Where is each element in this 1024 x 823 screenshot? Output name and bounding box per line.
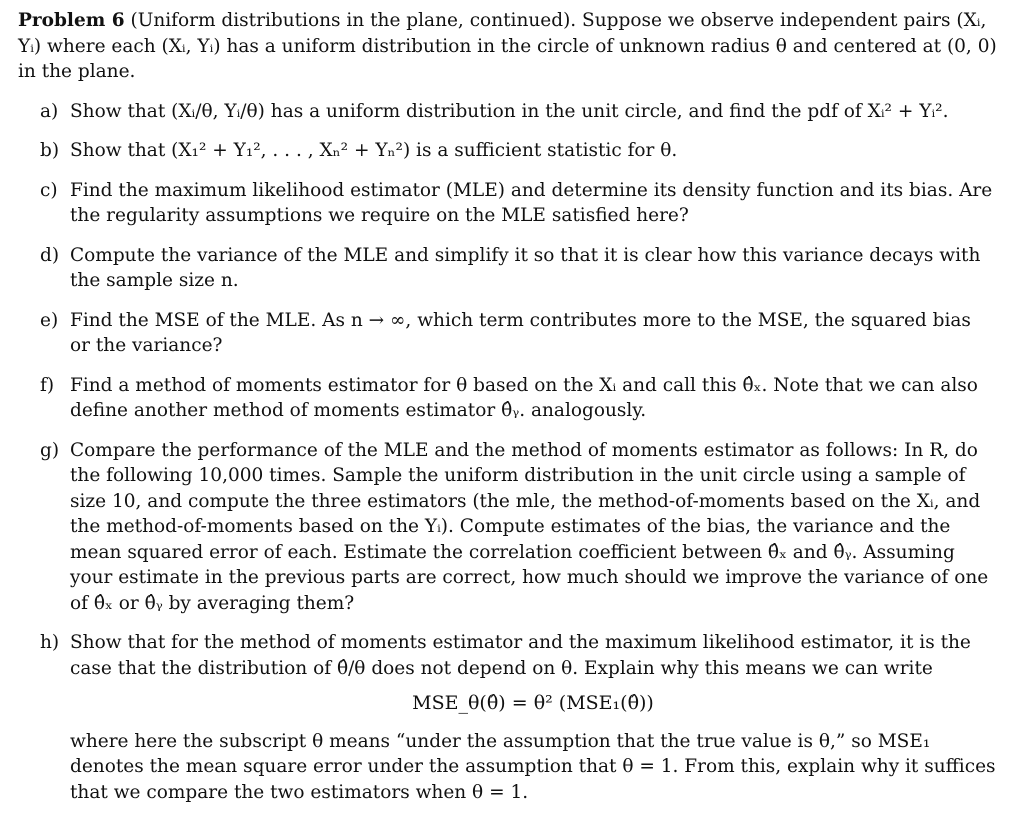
mse-formula: MSE_θ(θ̂) = θ² (MSE₁(θ̂)) <box>412 692 654 714</box>
part-g <box>18 438 1006 617</box>
closing-text: where here the subscript θ means “under the assumption that the true value is θ,” so MSE₁ denotes the mean square error under the assumption that θ = 1. From this, explain why it suffices that we compare the two estimators when θ = 1. <box>70 730 996 803</box>
part-text: Show that for the method of moments estimator and the maximum likelihood estimator, it is the case that the distribution of θ̂/θ does not depend on θ. Explain why this means we can write <box>70 632 971 679</box>
part-text: Show that (X₁² + Y₁², . . . , Xₙ² + Yₙ²) is a sufficient statistic for θ. <box>70 140 678 161</box>
problem-intro-text: (Uniform distributions in the plane, continued). Suppose we observe independent pairs (Xᵢ, Yᵢ) where each (Xᵢ, Yᵢ) has a uniform distribution in the circle of unknown radius θ and centered at (0, 0) in the plane. <box>18 10 997 82</box>
part-label: c) <box>40 179 58 201</box>
part-label: g) <box>40 439 60 461</box>
part-text: Find a method of moments estimator for θ based on the Xᵢ and call this θ̂ₓ. Note that we can also define another method of moments estimator θ̂ᵧ. analogously. <box>70 374 978 421</box>
part-text: Find the maximum likelihood estimator (MLE) and determine its density function and its bias. Are the regularity assumptions we require on the MLE satisfied here? <box>70 179 993 226</box>
part-label: b) <box>40 140 60 161</box>
part-a <box>18 99 1006 125</box>
part-label: d) <box>40 244 60 266</box>
part-label: e) <box>40 309 59 331</box>
part-text: Find the MSE of the MLE. As n → ∞, which term contributes more to the MSE, the squared bias or the variance? <box>70 309 971 356</box>
problem-intro-paragraph <box>18 8 1006 85</box>
part-f <box>18 373 1006 424</box>
part-text: Show that (Xᵢ/θ, Yᵢ/θ) has a uniform distribution in the unit circle, and find the pdf of Xᵢ² + Yᵢ². <box>70 100 949 122</box>
part-label: a) <box>40 100 59 122</box>
part-text: Compare the performance of the MLE and the method of moments estimator as follows: In R, do the following 10,000 times. Sample the uniform distribution in the unit circle using a sample of size 10, and compute the three estimators (the mle, the method-of-moments based on the Xᵢ, and the method-of-moments based on the Yᵢ). Compute estimates of the bias, the variance and the mean squared error of each. Estimate the correlation coefficient between θ̂ₓ and θ̂ᵧ. Assuming your estimate in the previous parts are correct, how much should we improve the variance of one of θ̂ₓ or θ̂ᵧ by averaging them? <box>70 439 989 614</box>
part-h <box>18 630 1006 805</box>
part-e <box>18 308 1006 359</box>
part-c <box>18 178 1006 229</box>
part-d <box>18 243 1006 294</box>
problem-title: Problem 6 <box>18 10 125 31</box>
part-h-body <box>70 630 1006 805</box>
part-b <box>18 138 1006 164</box>
part-label: h) <box>40 632 60 653</box>
part-text: Compute the variance of the MLE and simplify it so that it is clear how this variance decays with the sample size n. <box>70 244 981 291</box>
part-label: f) <box>40 374 55 396</box>
